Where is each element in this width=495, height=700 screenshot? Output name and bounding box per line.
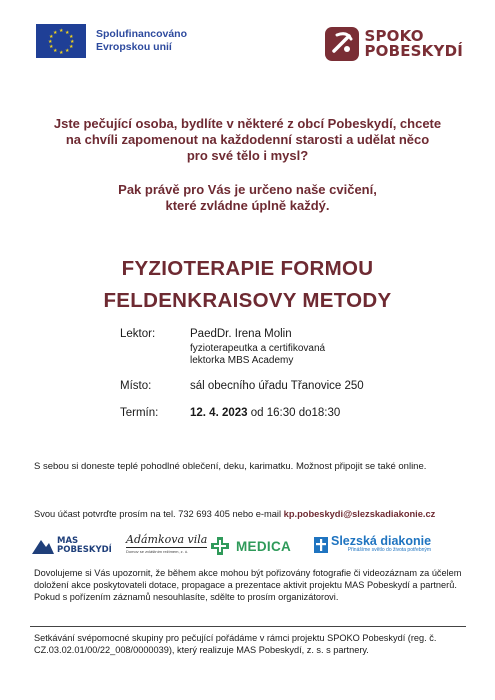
intro-offer	[20, 182, 475, 214]
diakonie-subtitle: Přinášíme světlo do života potřebným	[347, 547, 432, 553]
eu-cofinancing-text	[96, 28, 187, 54]
bring-along-note: S sebou si doneste teplé pohodlné oblečení, deku, karimatku. Možnost připojit se také online.	[34, 461, 427, 472]
spoko-line-2: POBESKYDÍ	[364, 42, 463, 60]
rsvp-email-link[interactable]: kp.pobeskydi@slezskadiakonie.cz	[283, 509, 436, 519]
misto-value: sál obecního úřadu Třanovice 250	[190, 380, 364, 392]
diakonie-name: Slezská diakonie	[331, 534, 432, 548]
termin-date: 12. 4. 2023	[190, 407, 248, 419]
adamkova-vila-logo	[126, 533, 207, 554]
spoko-line-1: SPOKO	[364, 27, 424, 45]
medical-cross-icon	[209, 535, 231, 557]
lektor-label: Lektor:	[120, 328, 156, 340]
termin-time: od 16:30 do18:30	[250, 407, 341, 419]
medica-logo	[209, 535, 291, 557]
eu-line-1: Spolufinancováno	[96, 28, 188, 40]
mas-line-2: POBESKYDÍ	[57, 545, 112, 555]
event-title	[20, 253, 475, 317]
intro-offer-line-2: které zvládne úplně každý.	[165, 198, 330, 213]
adamkova-name: Adámkova vila	[126, 533, 208, 546]
adamkova-subtitle: Domov se zvláštním režimem, z. ú.	[126, 549, 189, 554]
eu-line-2: Evropskou unií	[96, 41, 172, 53]
intro-question-line-3: pro své tělo i mysl?	[186, 148, 309, 163]
rsvp-text: Svou účast potvrďte prosím na tel. 732 693 405 nebo e-mail	[34, 509, 282, 519]
spoko-text	[364, 29, 463, 59]
mas-mountain-icon	[32, 536, 54, 556]
lektor-desc-1: fyzioterapeutka a certifikovaná	[190, 343, 326, 354]
mas-pobeskydi-logo	[32, 536, 112, 556]
partner-logos	[28, 533, 468, 561]
spoko-pobeskydi-logo	[325, 27, 463, 61]
photo-consent-note: Dovolujeme si Vás upozornit, že během akce mohou být pořizovány fotografie či videozáznam za účelem doložení akce poskytovateli dotace, propagace a prezentace aktivit projektu MAS Pobeskydí a partnerů. Pokud s pořízením záznamů nesouhlasíte, sdělte to prosím organizátorovi.	[34, 568, 462, 602]
mas-line-1: MAS	[57, 536, 79, 546]
lektor-name: PaedDr. Irena Molin	[190, 328, 292, 340]
rsvp-line	[34, 509, 435, 519]
lektor-desc-2: lektorka MBS Academy	[190, 355, 294, 366]
diakonie-cross-icon	[314, 537, 328, 553]
slezska-diakonie-logo	[314, 536, 431, 553]
intro-question	[20, 116, 475, 164]
eu-cofinancing-block	[36, 24, 187, 58]
event-title-line-1: FYZIOTERAPIE FORMOU	[121, 257, 374, 280]
intro-offer-line-1: Pak právě pro Vás je určeno naše cvičení,	[118, 182, 377, 197]
medica-name: MEDICA	[236, 538, 292, 554]
footer-divider	[30, 626, 466, 627]
intro-question-line-1: Jste pečující osoba, bydlíte v některé z obcí Pobeskydí, chcete	[53, 116, 442, 131]
misto-label: Místo:	[120, 380, 152, 392]
intro-question-line-2: na chvíli zapomenout na každodenní starosti a udělat něco	[65, 132, 430, 147]
spoko-logo-icon	[325, 27, 359, 61]
eu-flag-icon: ★ ★ ★ ★ ★ ★ ★ ★ ★ ★ ★ ★	[36, 24, 86, 58]
event-title-line-2: FELDENKRAISOVY METODY	[103, 289, 392, 312]
termin-label: Termín:	[120, 407, 159, 419]
project-footer: Setkávání svépomocné skupiny pro pečující pořádáme v rámci projektu SPOKO Pobeskydí (reg. č. CZ.03.02.01/00/22_008/0000039), který realizuje MAS Pobeskydí, z. s. s partnery.	[34, 633, 437, 655]
